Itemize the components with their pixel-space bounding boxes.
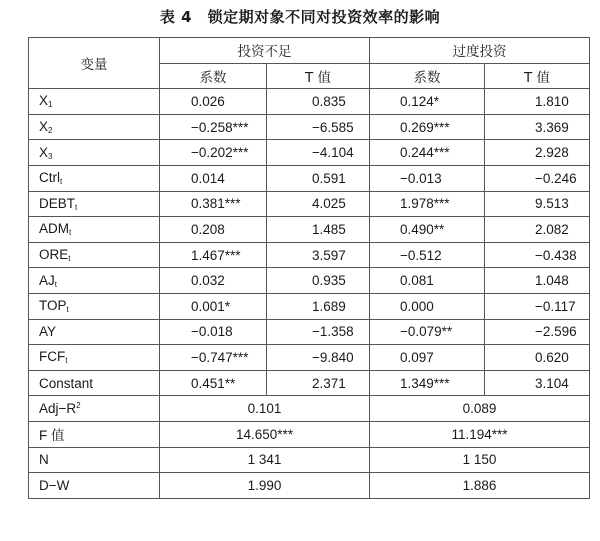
- variable-subscript: 3: [48, 151, 53, 161]
- coef-under: 0.032: [160, 268, 267, 294]
- coef-under: 1.467***: [160, 242, 267, 268]
- tval-under: 0.935: [267, 268, 370, 294]
- row-variable: [29, 114, 160, 140]
- header-under-investment: 投资不足: [160, 38, 370, 64]
- variable-name: ORE: [39, 247, 69, 263]
- stat-dw-group1: 1.990: [160, 473, 370, 499]
- table-row: [29, 89, 590, 115]
- coef-over: 0.097: [370, 345, 485, 371]
- header-tval-1: T 值: [267, 63, 370, 89]
- stat-dw-group2: 1.886: [370, 473, 590, 499]
- tval-over: −0.117: [485, 293, 590, 319]
- row-variable: [29, 165, 160, 191]
- table-row: [29, 268, 590, 294]
- stats-row-dw: [29, 473, 590, 499]
- tval-under: −4.104: [267, 140, 370, 166]
- coef-over: −0.079**: [370, 319, 485, 345]
- variable-name: ADM: [39, 221, 69, 237]
- variable-subscript: t: [68, 254, 71, 264]
- row-variable: [29, 89, 160, 115]
- coef-under: −0.258***: [160, 114, 267, 140]
- tval-over: 1.048: [485, 268, 590, 294]
- variable-name: Constant: [39, 375, 94, 391]
- table-row: [29, 165, 590, 191]
- tval-over: −2.596: [485, 319, 590, 345]
- tval-under: −9.840: [267, 345, 370, 371]
- adjr2-superscript: 2: [76, 401, 81, 411]
- stats-row-n: [29, 447, 590, 473]
- tval-under: 3.597: [267, 242, 370, 268]
- stat-label-dw: D−W: [29, 473, 160, 499]
- header-coef-1: 系数: [160, 63, 267, 89]
- header-coef-2: 系数: [370, 63, 485, 89]
- row-variable: [29, 370, 160, 396]
- tval-over: 2.928: [485, 140, 590, 166]
- stat-n-group2: 1 150: [370, 447, 590, 473]
- coef-over: 0.244***: [370, 140, 485, 166]
- table-row: [29, 293, 590, 319]
- row-variable: [29, 191, 160, 217]
- coef-over: 0.269***: [370, 114, 485, 140]
- stat-f-group1: 14.650***: [160, 421, 370, 447]
- coef-under: 0.381***: [160, 191, 267, 217]
- variable-name: Ctrl: [39, 170, 60, 186]
- stat-n-group1: 1 341: [160, 447, 370, 473]
- variable-subscript: t: [65, 356, 68, 366]
- stat-label-adjr2: [29, 396, 160, 422]
- coef-over: 1.978***: [370, 191, 485, 217]
- variable-subscript: 2: [48, 126, 53, 136]
- table-row: [29, 140, 590, 166]
- row-variable: [29, 242, 160, 268]
- tval-over: −0.438: [485, 242, 590, 268]
- row-variable: [29, 268, 160, 294]
- tval-over: −0.246: [485, 165, 590, 191]
- variable-name: X: [39, 144, 49, 160]
- coef-under: 0.208: [160, 217, 267, 243]
- variable-subscript: t: [69, 228, 72, 238]
- coef-under: −0.202***: [160, 140, 267, 166]
- variable-name: AY: [39, 324, 57, 340]
- stat-adjr2-group2: 0.089: [370, 396, 590, 422]
- tval-under: 2.371: [267, 370, 370, 396]
- coef-over: −0.013: [370, 165, 485, 191]
- variable-name: AJ: [39, 272, 55, 288]
- header-over-investment: 过度投资: [370, 38, 590, 64]
- variable-subscript: t: [54, 279, 57, 289]
- coef-under: 0.014: [160, 165, 267, 191]
- tval-under: −1.358: [267, 319, 370, 345]
- variable-subscript: t: [66, 305, 69, 315]
- table-body: [29, 89, 590, 396]
- coef-over: 0.000: [370, 293, 485, 319]
- coef-under: 0.026: [160, 89, 267, 115]
- table-title: 表 4 锁定期对象不同对投资效率的影响: [159, 8, 441, 26]
- header-tval-2: T 值: [485, 63, 590, 89]
- stat-adjr2-group1: 0.101: [160, 396, 370, 422]
- variable-subscript: 1: [48, 100, 53, 110]
- table-row: [29, 370, 590, 396]
- variable-name: DEBT: [39, 195, 76, 211]
- row-variable: [29, 217, 160, 243]
- header-variable: 变量: [29, 38, 160, 89]
- table-row: [29, 217, 590, 243]
- regression-table: [28, 37, 590, 499]
- coef-over: 0.124*: [370, 89, 485, 115]
- variable-subscript: t: [75, 202, 78, 212]
- coef-under: 0.451**: [160, 370, 267, 396]
- stats-row-adjr2: [29, 396, 590, 422]
- table-row: [29, 114, 590, 140]
- table-row: [29, 345, 590, 371]
- coef-over: −0.512: [370, 242, 485, 268]
- tval-under: 4.025: [267, 191, 370, 217]
- adjr2-label-text: Adj−R: [39, 401, 77, 417]
- coef-under: −0.747***: [160, 345, 267, 371]
- coef-over: 1.349***: [370, 370, 485, 396]
- row-variable: [29, 140, 160, 166]
- tval-over: 3.369: [485, 114, 590, 140]
- tval-under: 1.689: [267, 293, 370, 319]
- table-row: [29, 191, 590, 217]
- row-variable: [29, 319, 160, 345]
- tval-over: 2.082: [485, 217, 590, 243]
- coef-under: 0.001*: [160, 293, 267, 319]
- tval-under: 0.835: [267, 89, 370, 115]
- row-variable: [29, 293, 160, 319]
- tval-over: 1.810: [485, 89, 590, 115]
- stat-f-group2: 11.194***: [370, 421, 590, 447]
- variable-name: TOP: [39, 298, 67, 314]
- coef-over: 0.490**: [370, 217, 485, 243]
- stat-label-f: F 值: [29, 421, 160, 447]
- variable-subscript: t: [60, 177, 63, 187]
- variable-name: X: [39, 119, 49, 135]
- row-variable: [29, 345, 160, 371]
- header-row-1: [29, 38, 590, 64]
- coef-under: −0.018: [160, 319, 267, 345]
- tval-over: 3.104: [485, 370, 590, 396]
- tval-over: 9.513: [485, 191, 590, 217]
- variable-name: FCF: [39, 349, 66, 365]
- tval-under: −6.585: [267, 114, 370, 140]
- coef-over: 0.081: [370, 268, 485, 294]
- variable-name: X: [39, 93, 49, 109]
- tval-under: 0.591: [267, 165, 370, 191]
- stat-label-n: N: [29, 447, 160, 473]
- tval-under: 1.485: [267, 217, 370, 243]
- stats-row-f: [29, 421, 590, 447]
- table-row: [29, 319, 590, 345]
- table-row: [29, 242, 590, 268]
- tval-over: 0.620: [485, 345, 590, 371]
